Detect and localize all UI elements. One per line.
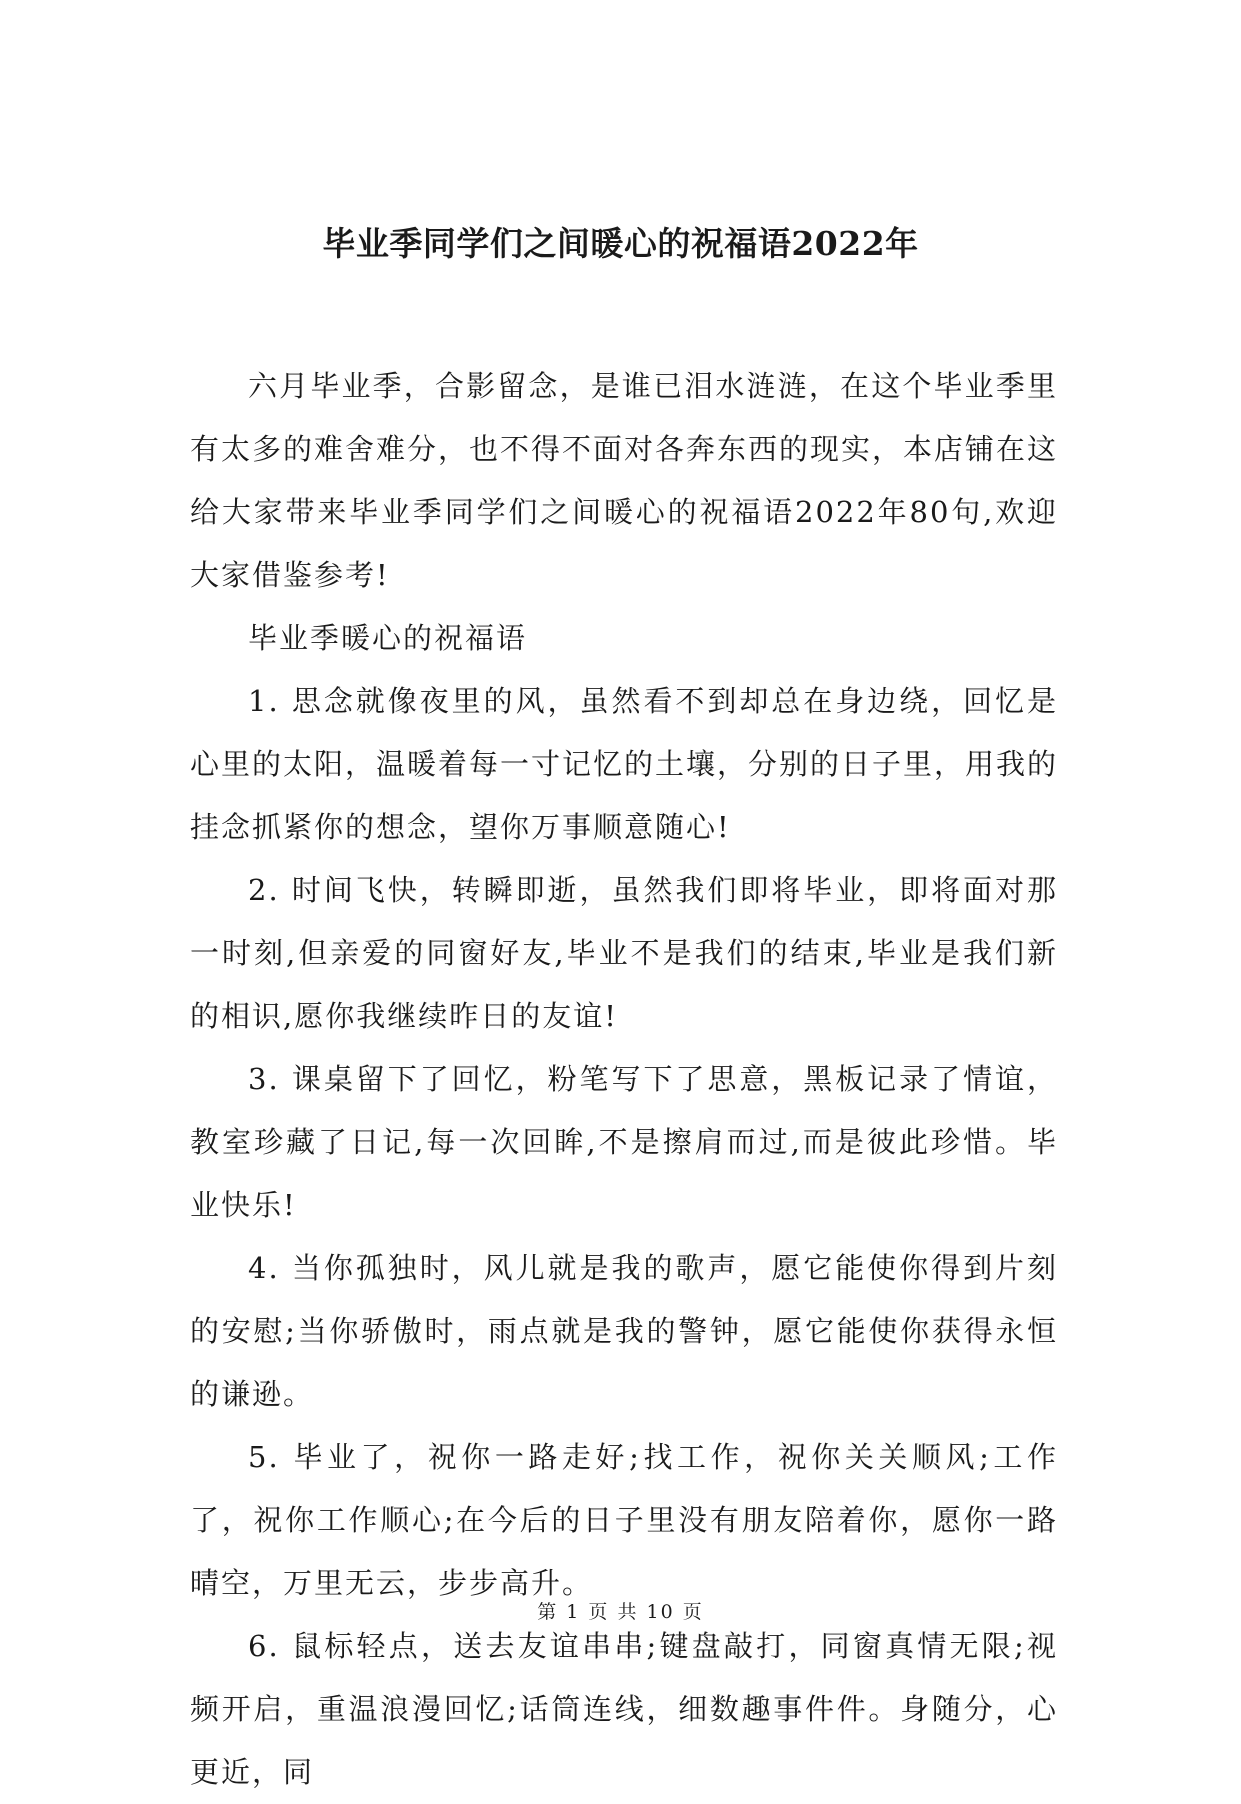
list-item: 4. 当你孤独时，风儿就是我的歌声，愿它能使你得到片刻的安慰;当你骄傲时，雨点就是我的警钟，愿它能使你获得永恒的谦逊。 — [190, 1251, 1058, 1411]
list-item: 2. 时间飞快，转瞬即逝，虽然我们即将毕业，即将面对那一时刻,但亲爱的同窗好友,毕业不是我们的结束,毕业是我们新的相识,愿你我继续昨日的友谊! — [190, 873, 1058, 1033]
document-title: 毕业季同学们之间暖心的祝福语2022年 — [322, 224, 919, 263]
intro-paragraph: 六月毕业季，合影留念，是谁已泪水涟涟，在这个毕业季里有太多的难舍难分，也不得不面对各奔东西的现实，本店铺在这给大家带来毕业季同学们之间暖心的祝福语2022年80句,欢迎大家借鉴参考! — [190, 369, 1059, 592]
list-item: 6. 鼠标轻点，送去友谊串串;键盘敲打，同窗真情无限;视频开启，重温浪漫回忆;话筒连线，细数趣事件件。身随分，心更近，同 — [190, 1629, 1058, 1789]
page-number-footer: 第 1 页 共 10 页 — [537, 1601, 704, 1623]
list-item: 3. 课桌留下了回忆，粉笔写下了思意，黑板记录了情谊，教室珍藏了日记,每一次回眸,不是擦肩而过,而是彼此珍惜。毕业快乐! — [190, 1062, 1058, 1222]
document-body — [190, 355, 1058, 1804]
section-heading: 毕业季暖心的祝福语 — [248, 621, 528, 655]
list-item: 1. 思念就像夜里的风，虽然看不到却总在身边绕，回忆是心里的太阳，温暖着每一寸记忆的土壤，分别的日子里，用我的挂念抓紧你的想念，望你万事顺意随心! — [190, 684, 1059, 844]
list-item: 5. 毕业了，祝你一路走好;找工作，祝你关关顺风;工作了，祝你工作顺心;在今后的日子里没有朋友陪着你，愿你一路晴空，万里无云，步步高升。 — [190, 1440, 1058, 1600]
